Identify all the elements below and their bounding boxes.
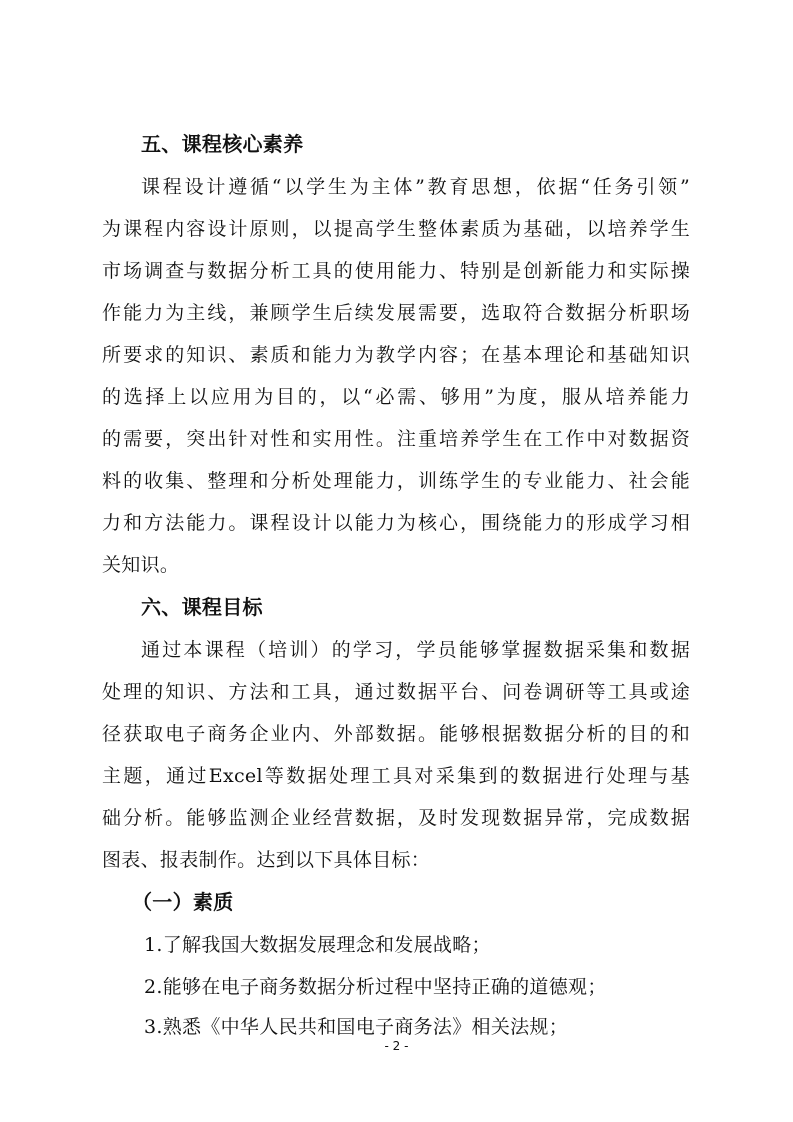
section6-line-3: 径获取电子商务企业内、外部数据。能够根据数据分析的目的和 [102, 723, 690, 745]
section5-heading: 五、课程核心素养 [141, 132, 304, 156]
objective-item-3: 3.熟悉《中华人民共和国电子商务法》相关法规； [144, 1016, 569, 1038]
section6-line-6: 图表、报表制作。达到以下具体目标： [102, 849, 431, 871]
section5-line-9: 力和方法能力。课程设计以能力为核心，围绕能力的形成学习相 [102, 512, 690, 534]
section6-subheading: （一）素质 [132, 890, 234, 914]
section5-line-3: 市场调查与数据分析工具的使用能力、特别是创新能力和实际操 [102, 260, 690, 282]
page-number: - 2 - [384, 1039, 409, 1053]
section6-line-4: 主题，通过Excel等数据处理工具对采集到的数据进行处理与基 [102, 765, 690, 787]
section6-line-5: 础分析。能够监测企业经营数据，及时发现数据异常，完成数据 [102, 807, 690, 829]
section5-line-10: 关知识。 [102, 554, 180, 576]
section5-line-2: 为课程内容设计原则，以提高学生整体素质为基础，以培养学生 [102, 218, 690, 240]
section6-line-1: 通过本课程（培训）的学习，学员能够掌握数据采集和数据 [141, 639, 690, 661]
section5-line-5: 所要求的知识、素质和能力为教学内容；在基本理论和基础知识 [102, 344, 690, 366]
section5-line-1: 课程设计遵循“以学生为主体”教育思想，依据“任务引领” [141, 176, 690, 198]
section6-heading: 六、课程目标 [141, 595, 263, 619]
objective-item-2: 2.能够在电子商务数据分析过程中坚持正确的道德观； [144, 976, 607, 998]
section5-line-6: 的选择上以应用为目的，以“必需、够用”为度，服从培养能力 [102, 386, 690, 408]
objective-item-1: 1.了解我国大数据发展理念和发展战略； [144, 934, 491, 956]
section6-line-2: 处理的知识、方法和工具，通过数据平台、问卷调研等工具或途 [102, 681, 690, 703]
section5-line-7: 的需要，突出针对性和实用性。注重培养学生在工作中对数据资 [102, 428, 690, 450]
section5-line-8: 料的收集、整理和分析处理能力，训练学生的专业能力、社会能 [102, 470, 690, 492]
section5-line-4: 作能力为主线，兼顾学生后续发展需要，选取符合数据分析职场 [102, 302, 690, 324]
